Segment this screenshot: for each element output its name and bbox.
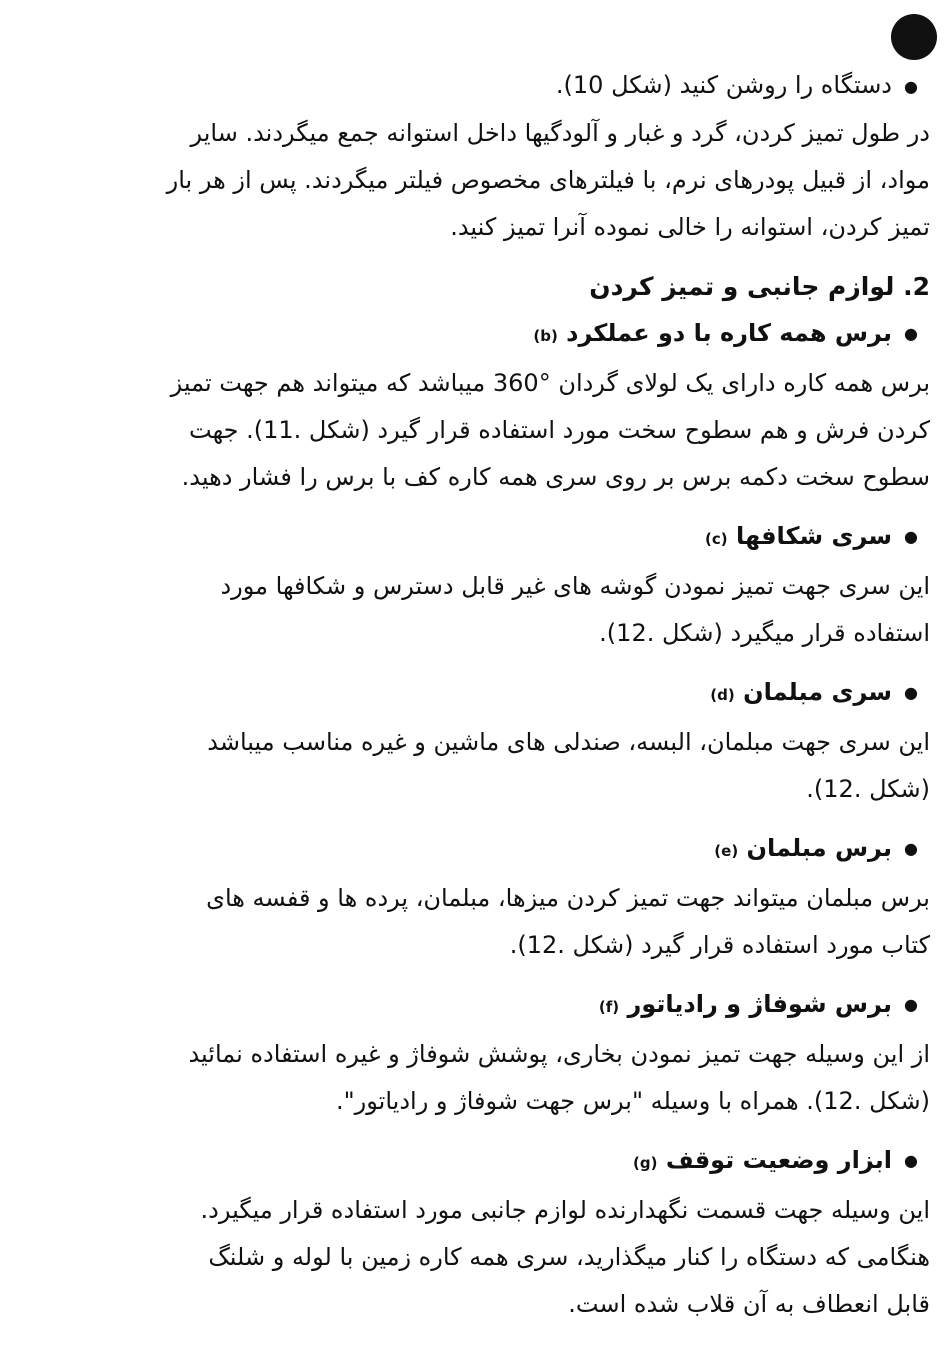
- bullet-icon: ●: [904, 683, 918, 702]
- page-corner-dot: [891, 14, 937, 60]
- item-line: (شکل .12).: [806, 774, 930, 803]
- item-title-row: [20, 825, 930, 875]
- item-title: برس شوفاژ و رادیاتور: [627, 989, 892, 1018]
- item-title: سری مبلمان: [743, 677, 892, 706]
- item-line: قابل انعطاف به آن قلاب شده است.: [568, 1289, 930, 1318]
- item-tag: (g): [633, 1153, 658, 1172]
- item-tag: (f): [598, 997, 620, 1016]
- item-line: سطوح سخت دکمه برس بر روی سری همه کاره کف با برس را فشار دهید.: [181, 462, 930, 491]
- item-title-row: [20, 669, 930, 719]
- bullet-icon: ●: [904, 995, 918, 1014]
- item-line: استفاده قرار میگیرد (شکل .12).: [599, 618, 930, 647]
- item-line: برس همه کاره دارای یک لولای گردان °360 میباشد که میتواند هم جهت تمیز: [170, 368, 930, 397]
- item-tag: (b): [533, 326, 558, 345]
- intro-line-1: در طول تمیز کردن، گرد و غبار و آلودگیها داخل استوانه جمع میگردند. سایر: [190, 118, 930, 147]
- item-line: کتاب مورد استفاده قرار گیرد (شکل .12).: [509, 930, 930, 959]
- item-tag: (e): [714, 841, 739, 860]
- item-title-row: [20, 513, 930, 563]
- item-title: برس مبلمان: [746, 833, 892, 862]
- intro-line-2: مواد، از قبیل پودرهای نرم، با فیلترهای مخصوص فیلتر میگردند. پس از هر بار: [166, 165, 930, 194]
- item-line: این وسیله جهت قسمت نگهدارنده لوازم جانبی مورد استفاده قرار میگیرد.: [200, 1195, 930, 1224]
- document-page: [20, 62, 930, 1328]
- item-title: ابزار وضعیت توقف: [665, 1145, 892, 1174]
- item-line: برس مبلمان میتواند جهت تمیز کردن میزها، مبلمان، پرده ها و قفسه های: [206, 883, 930, 912]
- item-title-row: [20, 310, 930, 360]
- item-tag: (c): [704, 529, 728, 548]
- bullet-icon: ●: [904, 76, 918, 96]
- item-tag: (d): [710, 685, 735, 704]
- item-line: از این وسیله جهت تمیز نمودن بخاری، پوشش شوفاژ و غیره استفاده نمائید: [188, 1039, 930, 1068]
- section-heading: 2. لوازم جانبی و تمیز کردن: [589, 271, 930, 301]
- intro-bullet-text: دستگاه را روشن کنید (شکل 10).: [555, 71, 892, 99]
- bullet-icon: ●: [904, 839, 918, 858]
- item-title: برس همه کاره با دو عملکرد: [566, 318, 892, 347]
- bullet-icon: ●: [904, 324, 918, 343]
- item-line: هنگامی که دستگاه را کنار میگذارید، سری همه کاره زمین با لوله و شلنگ: [208, 1242, 930, 1271]
- bullet-icon: ●: [904, 527, 918, 546]
- item-title: سری شکافها: [735, 521, 892, 550]
- item-line: کردن فرش و هم سطوح سخت مورد استفاده قرار گیرد (شکل .11). جهت: [189, 415, 930, 444]
- item-title-row: [20, 1137, 930, 1187]
- bullet-icon: ●: [904, 1151, 918, 1170]
- item-line: این سری جهت تمیز نمودن گوشه های غیر قابل دسترس و شکافها مورد: [220, 571, 930, 600]
- item-title-row: [20, 981, 930, 1031]
- item-line: این سری جهت مبلمان، البسه، صندلی های ماشین و غیره مناسب میباشد: [207, 727, 930, 756]
- item-line: (شکل .12). همراه با وسیله "برس جهت شوفاژ و رادیاتور".: [336, 1086, 930, 1115]
- intro-line-3: تمیز کردن، استوانه را خالی نموده آنرا تمیز کنید.: [450, 212, 930, 241]
- intro-bullet: [20, 62, 930, 110]
